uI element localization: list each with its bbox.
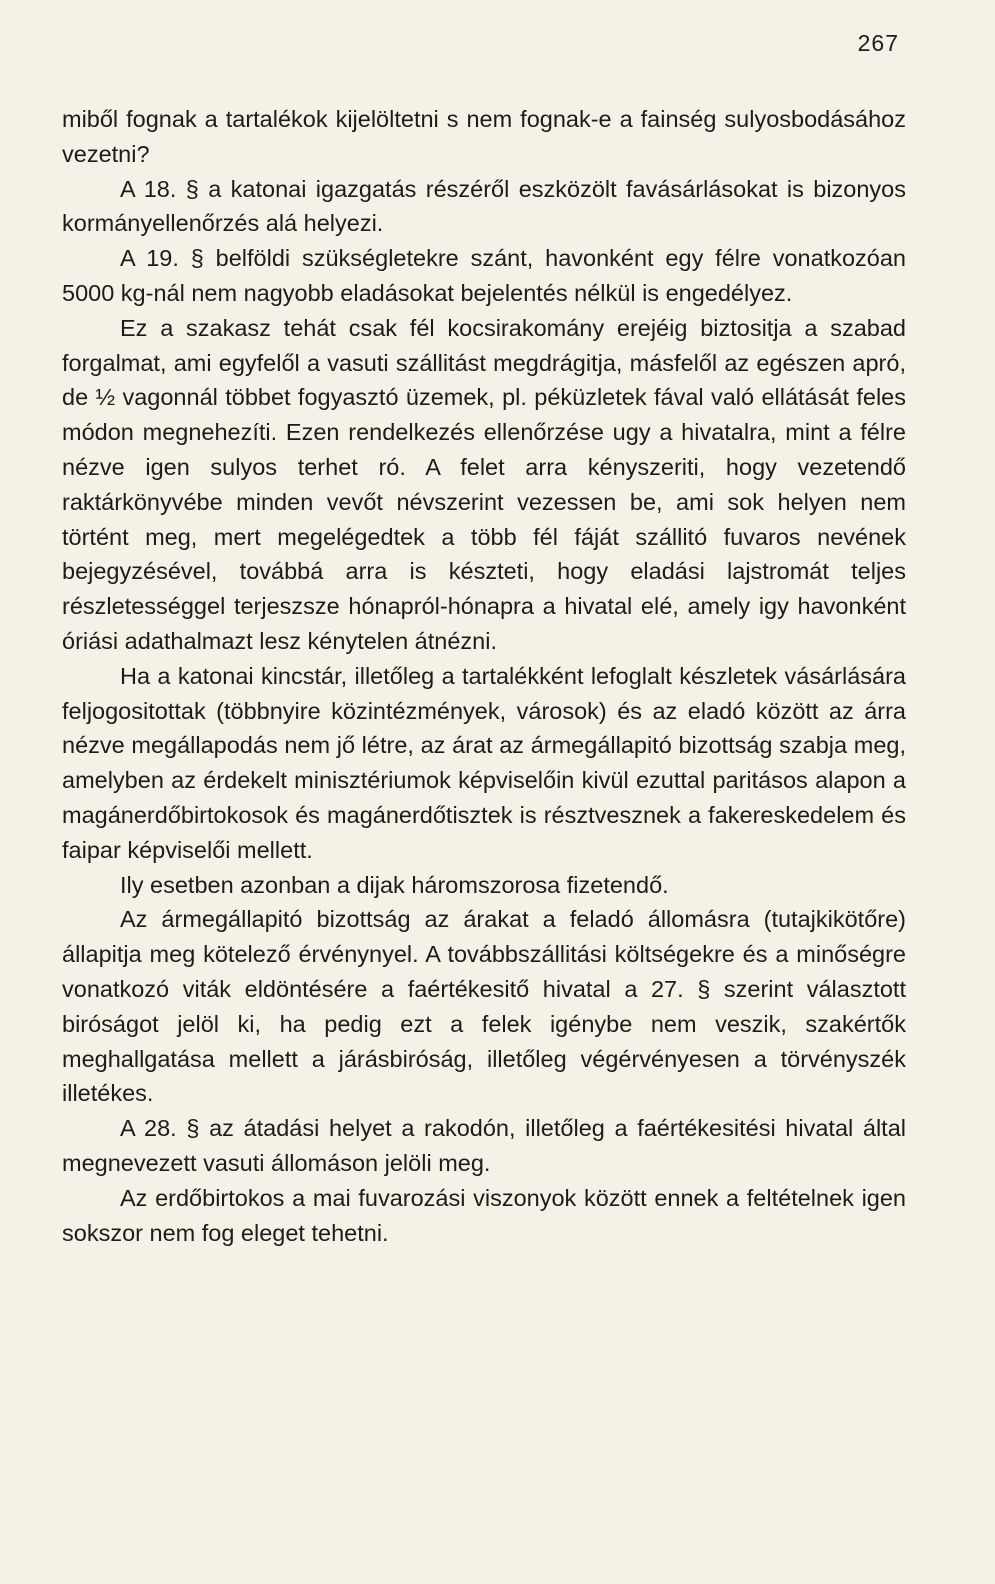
paragraph-1: miből fognak a tartalékok kijelöltetni s nem fognak-e a fainség sulyosbodásához vezetni? xyxy=(62,106,906,167)
page-number: 267 xyxy=(857,30,899,56)
paragraph-3: A 19. § belföldi szükségletekre szánt, havonként egy félre vonatkozóan 5000 kg-nál nem nagyobb eladásokat bejelentés nélkül is engedélyez. xyxy=(62,245,906,306)
paragraph-4: Ez a szakasz tehát csak fél kocsirakomány erejéig biztositja a szabad forgalmat, ami egyfelől a vasuti szállitást megdrágitja, másfelől az egészen apró, de ½ vagonnál többet fogyasztó üzemek, pl. péküzletek fával való ellátását feles módon megnehezíti. Ezen rendelkezés ellenőrzése ugy a hivatalra, mint a félre nézve igen sulyos terhet ró. A felet arra kényszeriti, hogy vezetendő raktárkönyvébe minden vevőt névszerint vezessen be, ami sok helyen nem történt meg, mert megelégedtek a több fél fáját szállitó fuvaros nevének bejegyzésével, továbbá arra is készteti, hogy eladási lajstromát teljes részletességgel terjeszsze hónapról-hónapra a hivatal elé, amely igy havonként óriási adathalmazt lesz kénytelen átnézni. xyxy=(62,314,906,654)
body-text xyxy=(62,102,906,1250)
paragraph-8: A 28. § az átadási helyet a rakodón, illetőleg a faértékesitési hivatal által megnevezett vasuti állomáson jelöli meg. xyxy=(62,1115,906,1176)
paragraph-7: Az ármegállapitó bizottság az árakat a feladó állomásra (tutajkikötőre) állapitja meg kötelező érvénynyel. A továbbszállitási költségekre és a minőségre vonatkozó viták eldöntésére a faértékesitő hivatal a 27. § szerint választott biróságot jelöl ki, ha pedig ezt a felek igénybe nem veszik, szakértők meghallgatása mellett a járásbiróság, illetőleg végérvényesen a törvényszék illetékes. xyxy=(62,906,906,1107)
paragraph-2: A 18. § a katonai igazgatás részéről eszközölt favásárlásokat is bizonyos kormányellenőrzés alá helyezi. xyxy=(62,175,906,237)
paragraph-9: Az erdőbirtokos a mai fuvarozási viszonyok között ennek a feltételnek igen sokszor nem fog eleget tehetni. xyxy=(62,1184,906,1246)
paragraph-6: Ily esetben azonban a dijak háromszorosa fizetendő. xyxy=(120,871,669,898)
paragraph-5: Ha a katonai kincstár, illetőleg a tartalékként lefoglalt készletek vásárlására feljogositottak (többnyire közintézmények, városok) és az eladó között az árra nézve megállapodás nem jő létre, az árat az ármegállapitó bizottság szabja meg, amelyben az érdekelt minisztériumok képviselőin kivül ezuttal paritásos alapon a magánerdőbirtokosok és magánerdőtisztek is résztvesznek a fakereskedelem és faipar képviselői mellett. xyxy=(62,662,906,863)
